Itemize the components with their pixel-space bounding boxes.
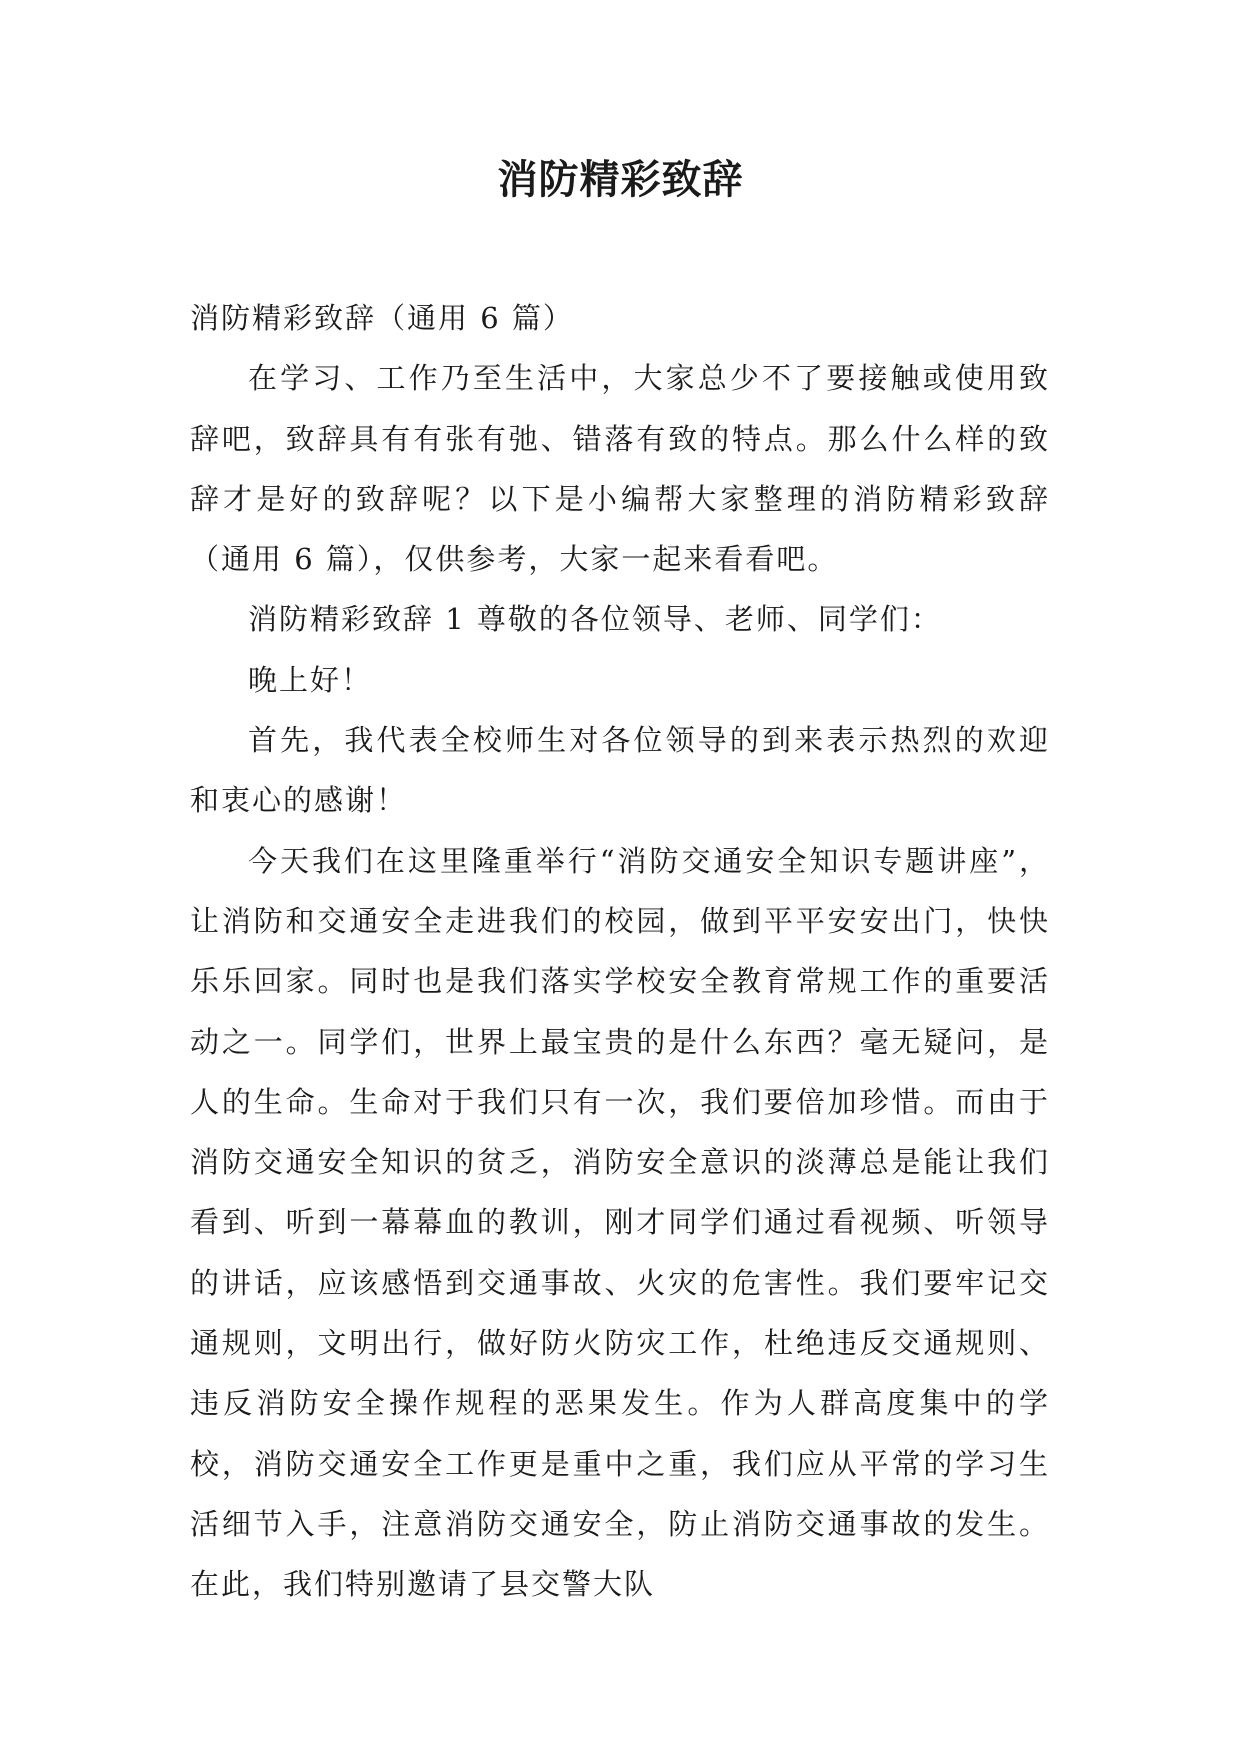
paragraph-salutation: 消防精彩致辞 1 尊敬的各位领导、老师、同学们： bbox=[248, 602, 942, 637]
paragraph-main: 今天我们在这里隆重举行“消防交通安全知识专题讲座”，让消防和交通安全走进我们的校园，做到平平安安出门，快快乐乐回家。同时也是我们落实学校安全教育常规工作的重要活动之一。同学们，世界上最宝贵的是什么东西？毫无疑问，是人的生命。生命对于我们只有一次，我们要倍加珍惜。而由于消防交通安全知识的贫乏，消防安全意识的淡薄总是能让我们看到、听到一幕幕血的教训，刚才同学们通过看视频、听领导的讲话，应该感悟到交通事故、火灾的危害性。我们要牢记交通规则，文明出行，做好防火防灾工作，杜绝违反交通规则、违反消防安全操作规程的恶果发生。作为人群高度集中的学校，消防交通安全工作更是重中之重，我们应从平常的学习生活细节入手，注意消防交通安全，防止消防交通事故的发生。在此，我们特别邀请了县交警大队 bbox=[190, 843, 1050, 1602]
paragraph-greeting: 晚上好！ bbox=[248, 662, 373, 697]
document-title: 消防精彩致辞 bbox=[497, 157, 744, 203]
paragraph-intro: 在学习、工作乃至生活中，大家总少不了要接触或使用致辞吧，致辞具有有张有弛、错落有致的特点。那么什么样的致辞才是好的致辞呢？以下是小编帮大家整理的消防精彩致辞（通用 6 篇），仅供参考，大家一起来看看吧。 bbox=[190, 361, 1050, 577]
paragraph-subtitle: 消防精彩致辞（通用 6 篇） bbox=[190, 301, 574, 335]
paragraph-welcome: 首先，我代表全校师生对各位领导的到来表示热烈的欢迎和衷心的感谢！ bbox=[190, 723, 1050, 818]
document-body bbox=[190, 288, 1050, 1615]
